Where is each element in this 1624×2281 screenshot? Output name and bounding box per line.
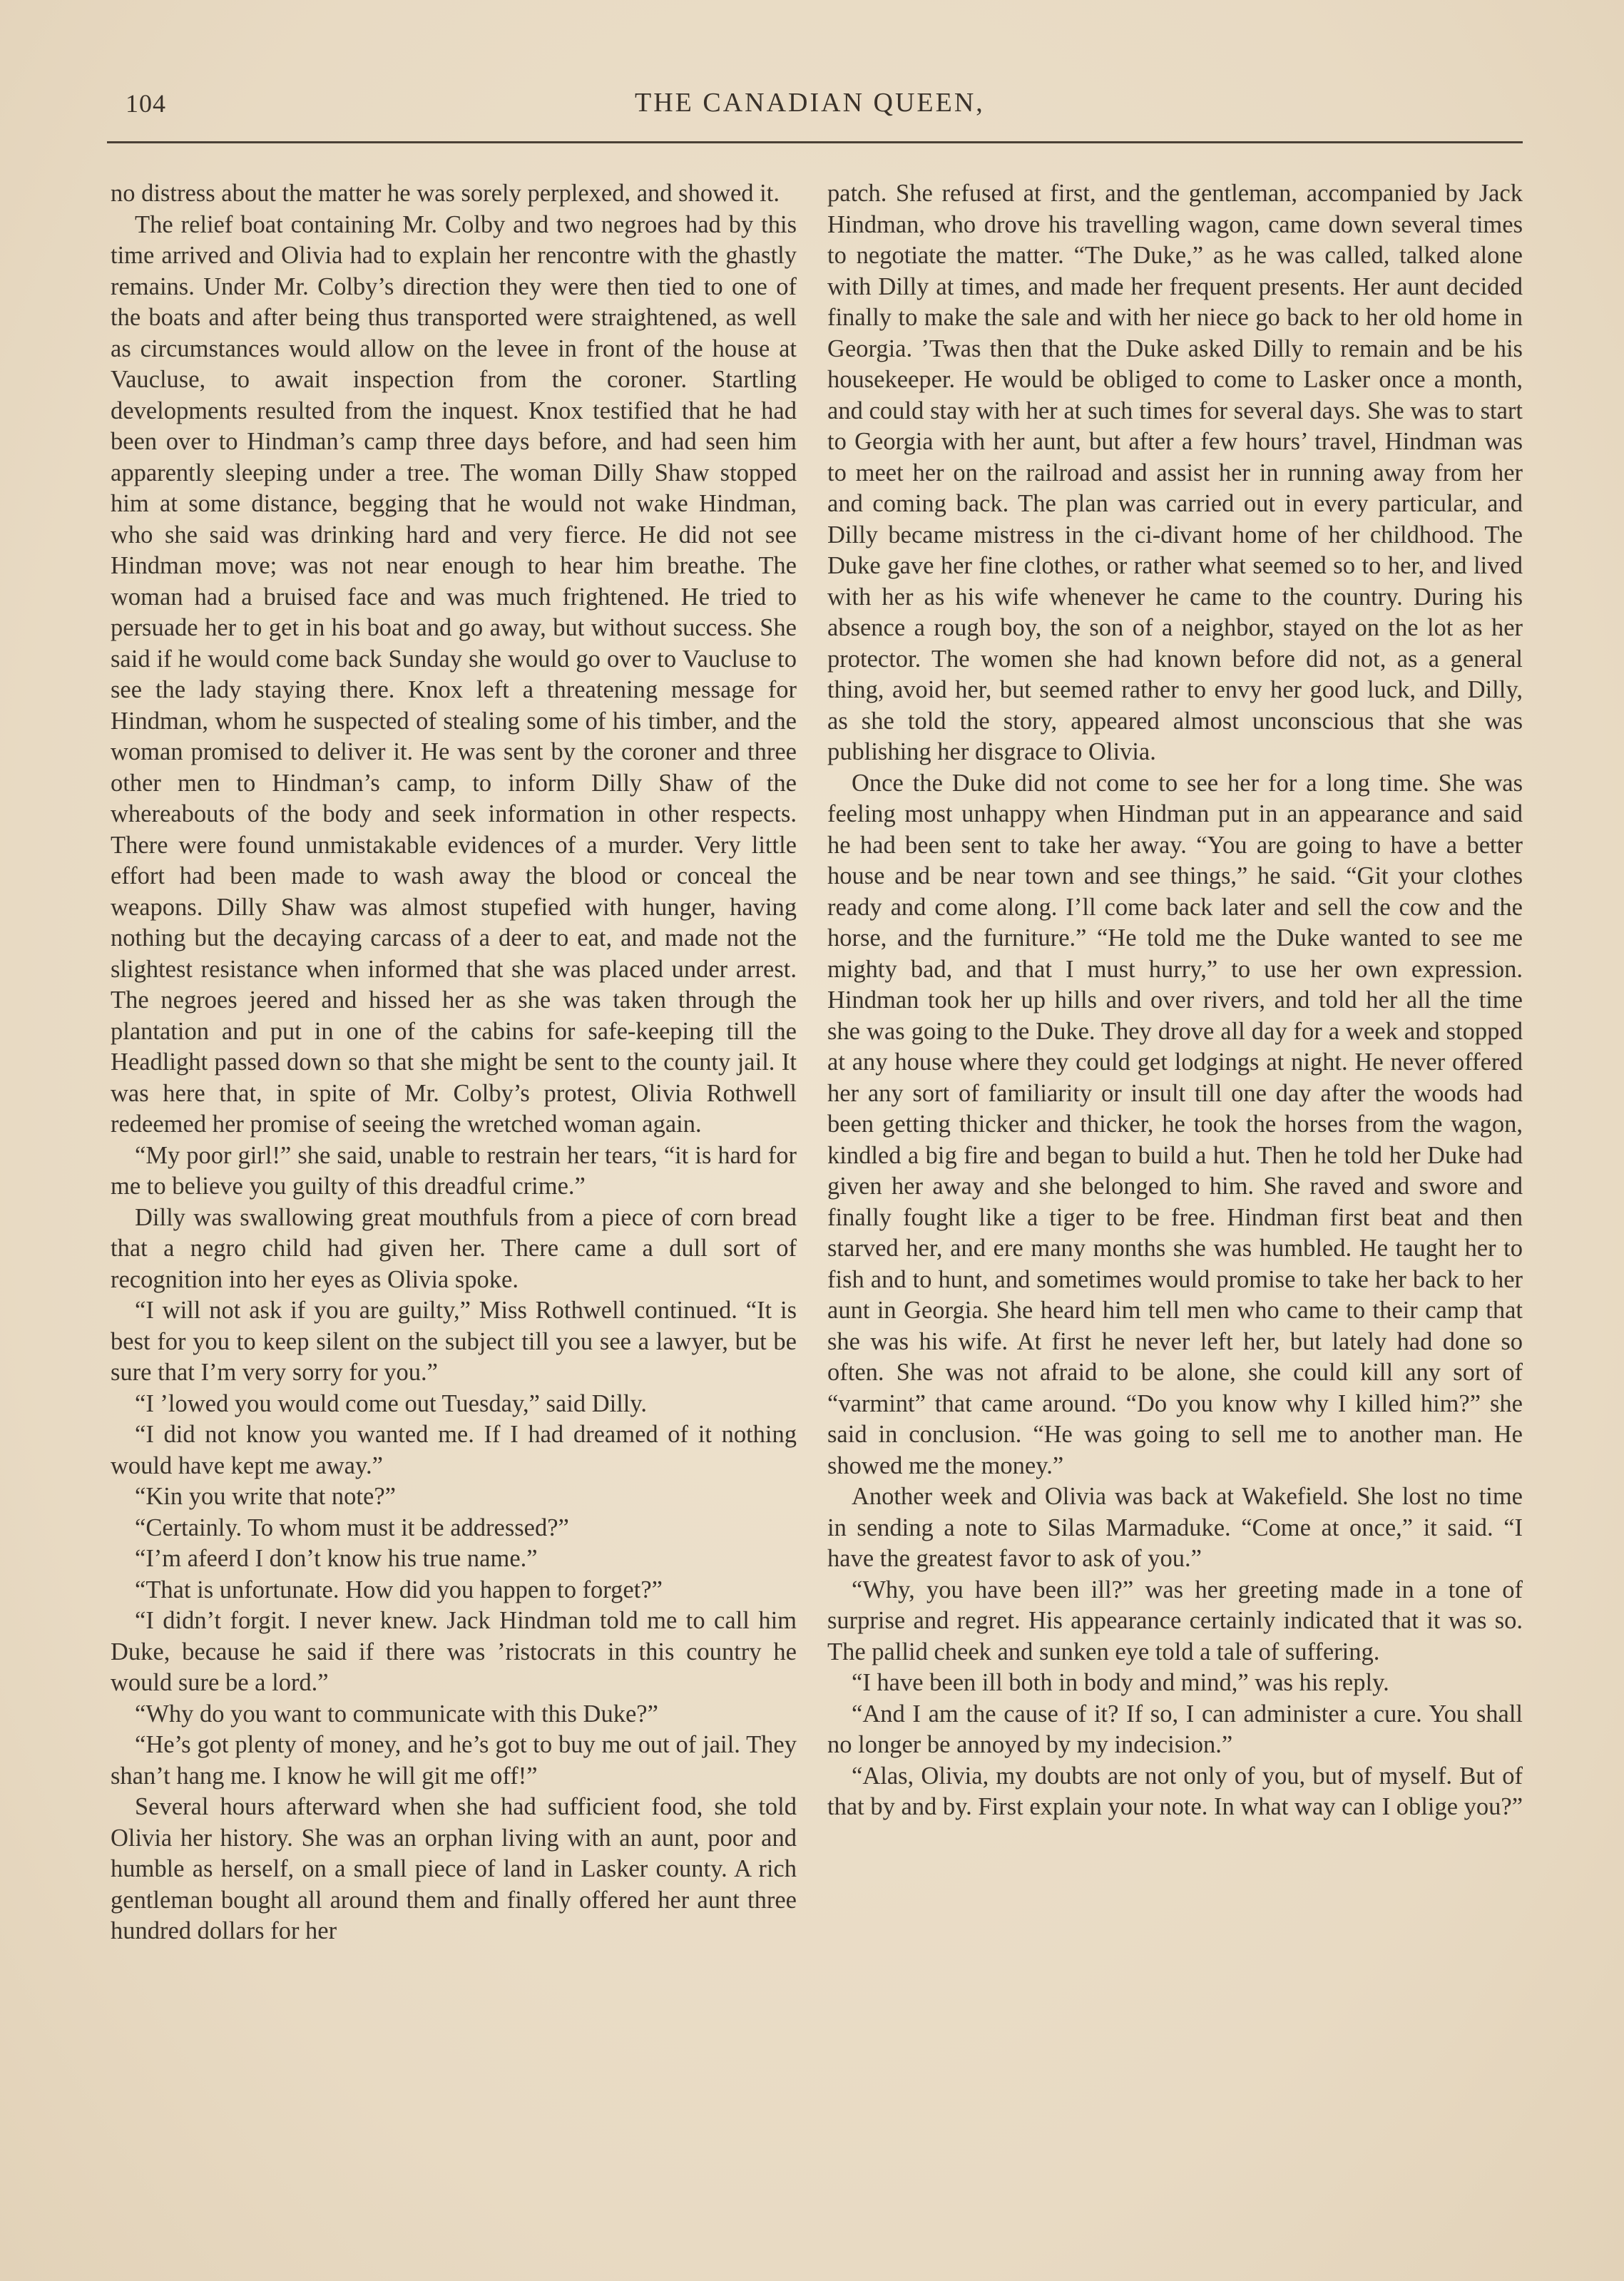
- paragraph: Dilly was swallowing great mouthfuls from a piece of corn bread that a negro child had given her. There came a dull sort of recognition into her eyes as Olivia spoke.: [111, 1203, 797, 1293]
- paragraph: “I will not ask if you are guilty,” Miss Rothwell continued. “It is best for you to keep silent on the subject till you see a lawyer, but be sure that I’m very sorry for you.”: [111, 1297, 797, 1386]
- paragraph: “Why do you want to communicate with this Duke?”: [135, 1700, 658, 1728]
- paragraph: “Why, you have been ill?” was her greeting made in a tone of surprise and regret. His appearance certainly indicated that it was so. The pallid cheek and sunken eye told a tale of suffering.: [827, 1576, 1523, 1665]
- paragraph: “That is unfortunate. How did you happen to forget?”: [135, 1576, 663, 1603]
- paragraph: “And I am the cause of it? If so, I can administer a cure. You shall no longer be annoyed by my indecision.”: [827, 1700, 1523, 1758]
- paragraph: Another week and Olivia was back at Wakefield. She lost no time in sending a note to Silas Marmaduke. “Come at once,” it said. “I have the greatest favor to ask of you.”: [827, 1483, 1523, 1572]
- paragraph: “Certainly. To whom must it be addressed?”: [135, 1514, 569, 1541]
- page-header: [107, 84, 1523, 127]
- right-column: [827, 178, 1523, 1823]
- paragraph: “I have been ill both in body and mind,” was his reply.: [852, 1669, 1389, 1696]
- paragraph: The relief boat containing Mr. Colby and two negroes had by this time arrived and Olivia had to explain her rencontre with the ghastly remains. Under Mr. Colby’s direction they were then tied to one of the boats and after being thus transported were straightened, as well as circumstances would allow on the levee in front of the house at Vaucluse, to await inspection from the coroner. Startling developments resulted from the inquest. Knox testified that he had been over to Hindman’s camp three days before, and had seen him apparently sleeping under a tree. The woman Dilly Shaw stopped him at some distance, begging that he would not wake Hindman, who she said was drinking hard and very fierce. He did not see Hindman move; was not near enough to hear him breathe. The woman had a bruised face and was much frightened. He tried to persuade her to get in his boat and go away, but without success. She said if he would come back Sunday she would go over to Vaucluse to see the lady staying there. Knox left a threatening message for Hindman, whom he suspected of stealing some of his timber, and the woman promised to deliver it. He was sent by the coroner and three other men to Hindman’s camp, to inform Dilly Shaw of the whereabouts of the body and seek information in other respects. There were found unmistakable evidences of a murder. Very little effort had been made to wash away the blood or conceal the weapons. Dilly Shaw was almost stupefied with hunger, having nothing but the decaying carcass of a deer to eat, and made not the slightest resistance when informed that she was placed under arrest. The negroes jeered and hissed her as she was taken through the plantation and put in one of the cabins for safe-keeping till the Headlight passed down so that she might be sent to the county jail. It was here that, in spite of Mr. Colby’s protest, Olivia Rothwell redeemed her promise of seeing the wretched woman again.: [111, 210, 797, 1138]
- paragraph: “My poor girl!” she said, unable to restrain her tears, “it is hard for me to believe you guilty of this dreadful crime.”: [111, 1141, 797, 1200]
- text-columns: [111, 178, 1523, 2161]
- paragraph: “I did not know you wanted me. If I had dreamed of it nothing would have kept me away.”: [111, 1421, 797, 1479]
- paragraph: “I’m afeerd I don’t know his true name.”: [135, 1545, 538, 1572]
- paragraph: “I didn’t forgit. I never knew. Jack Hindman told me to call him Duke, because he said if there was ’ristocrats in this country he would sure be a lord.”: [111, 1607, 797, 1696]
- paragraph: no distress about the matter he was sorely perplexed, and showed it.: [111, 180, 780, 207]
- paragraph: patch. She refused at first, and the gentleman, accompanied by Jack Hindman, who drove his travelling wagon, came down several times to negotiate the matter. “The Duke,” as he was called, talked alone with Dilly at times, and made her frequent presents. Her aunt decided finally to make the sale and with her niece go back to her old home in Georgia. ’Twas then that the Duke asked Dilly to remain and be his housekeeper. He would be obliged to come to Lasker once a month, and could stay with her at such times for several days. She was to start to Georgia with her aunt, but after a few hours’ travel, Hindman was to meet her on the railroad and assist her in running away from her and coming back. The plan was carried out in every particular, and Dilly became mistress in the ci-divant home of her childhood. The Duke gave her fine clothes, or rather what seemed so to her, and lived with her as his wife whenever he came to the country. During his absence a rough boy, the son of a neighbor, stayed on the lot as her protector. The women she had known before did not, as a general thing, avoid her, but seemed rather to envy her good luck, and Dilly, as she told the story, appeared almost unconscious that she was publishing her disgrace to Olivia.: [827, 180, 1523, 765]
- page-number: 104: [126, 89, 166, 118]
- left-column: [111, 178, 797, 1947]
- header-rule: [107, 141, 1523, 143]
- running-title: THE CANADIAN QUEEN,: [635, 88, 985, 118]
- paragraph: Once the Duke did not come to see her for a long time. She was feeling most unhappy when Hindman put in an appearance and said he had been sent to take her away. “You are going to have a better house and be near town and see things,” he said. “Git your clothes ready and come along. I’ll come back later and sell the cow and the horse, and the furniture.” “He told me the Duke wanted to see me mighty bad, and that I must hurry,” to use her own expression. Hindman took her up hills and over rivers, and told her all the time she was going to the Duke. They drove all day for a week and stopped at any house where they could get lodgings at night. He never offered her any sort of familiarity or insult till one day after the woods had been getting thicker and thicker, he took the horses from the wagon, kindled a big fire and began to build a hut. Then he told her Duke had given her away and she belonged to him. She raved and swore and finally fought like a tiger to be free. Hindman first beat and then starved her, and ere many months she was humbled. He taught her to fish and to hunt, and sometimes would promise to take her back to her aunt in Georgia. She heard him tell men who came to their camp that she was his wife. At first he never left her, but lately had done so often. She was not afraid to be alone, she could kill any sort of “varmint” that came around. “Do you know why I killed him?” she said in conclusion. “He was going to sell me to another man. He showed me the money.”: [827, 769, 1523, 1479]
- paragraph: Several hours afterward when she had sufficient food, she told Olivia her history. She was an orphan living with an aunt, poor and humble as herself, on a small piece of land in Lasker county. A rich gentleman bought all around them and finally offered her aunt three hundred dollars for her: [111, 1793, 797, 1944]
- paragraph: “Alas, Olivia, my doubts are not only of you, but of myself. But of that by and by. First explain your note. In what way can I oblige you?”: [827, 1762, 1523, 1820]
- paragraph: “Kin you write that note?”: [135, 1483, 396, 1510]
- paragraph: “I ’lowed you would come out Tuesday,” said Dilly.: [135, 1389, 648, 1417]
- paragraph: “He’s got plenty of money, and he’s got to buy me out of jail. They shan’t hang me. I know he will git me off!”: [111, 1731, 797, 1790]
